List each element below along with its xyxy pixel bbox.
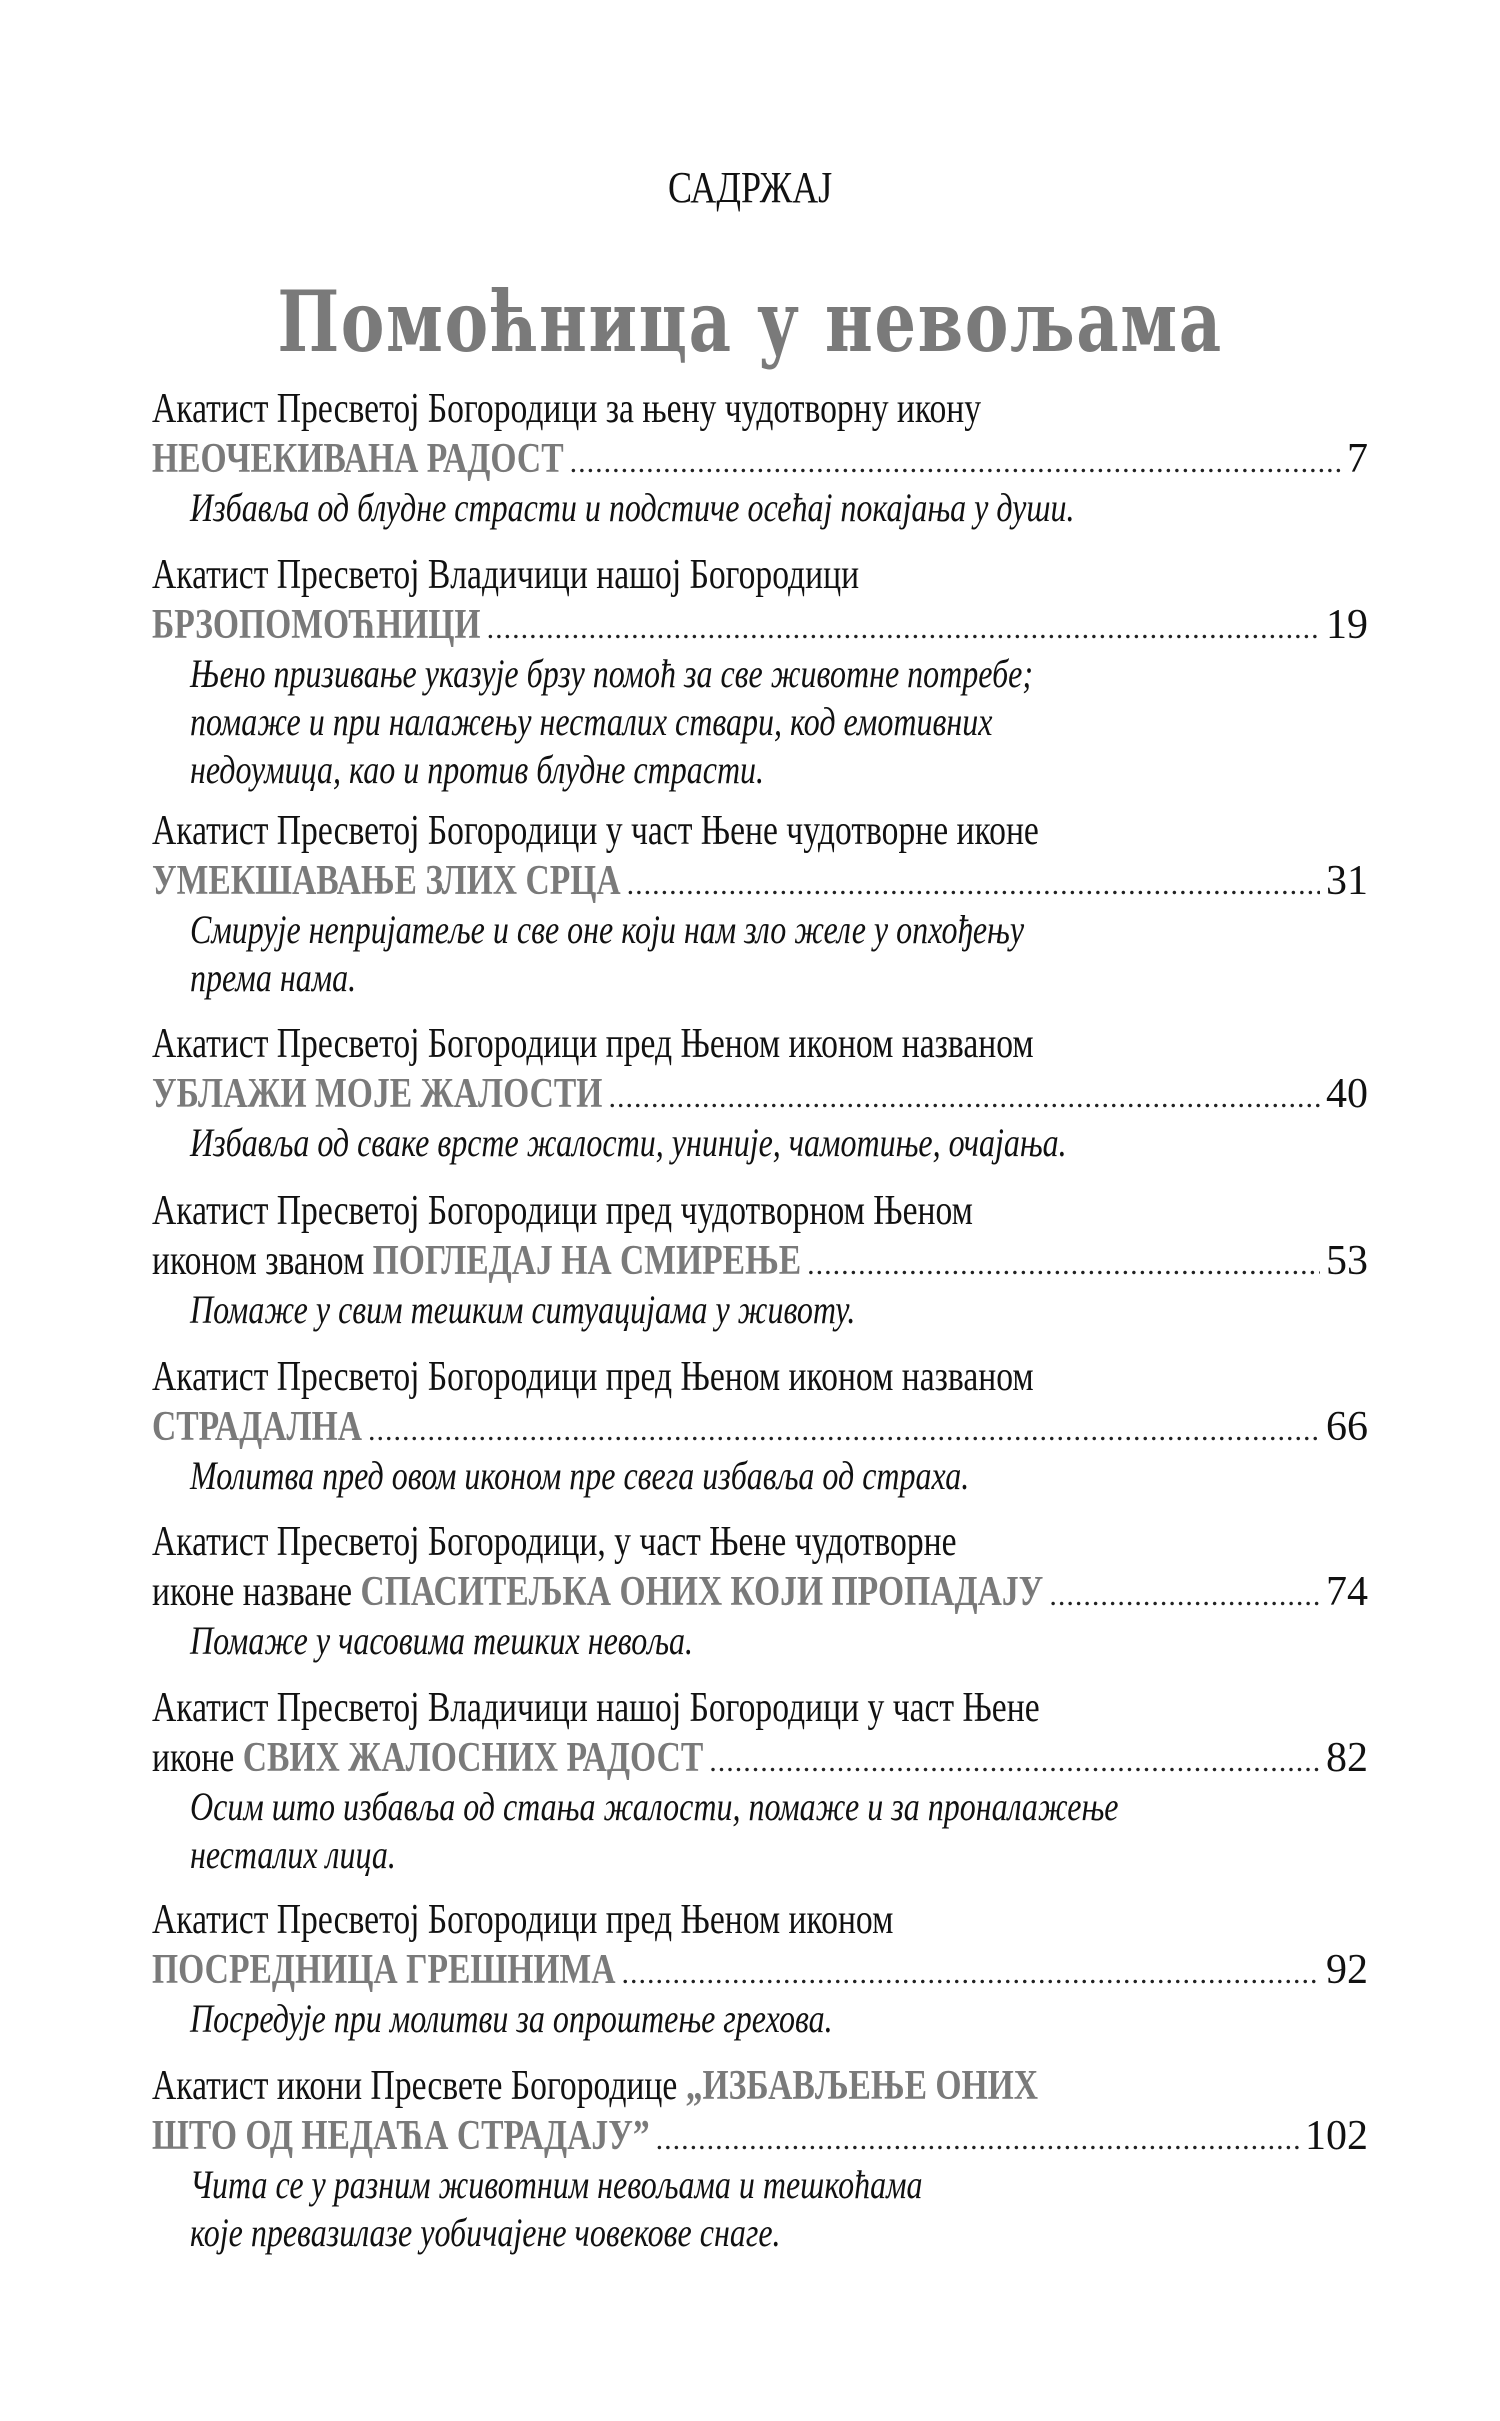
entry-title [152,1733,703,1783]
entry-intro [152,1683,1368,1733]
page-number: 40 [1326,1071,1368,1117]
page-number: 74 [1326,1569,1368,1615]
entry-intro [152,1019,1368,1069]
leader-dots [1049,1571,1320,1621]
entry-title-line [152,2111,1368,2161]
leader-dots [627,860,1320,910]
description-line: недоумица, као и против блудне страсти. [190,747,765,792]
page-number: 31 [1326,858,1368,904]
entry-title [152,1402,362,1452]
entry-title-line [152,856,1368,906]
toc-entry[interactable] [152,1683,1368,1879]
entry-intro [152,806,1368,856]
description-line: Избавља од сваке врсте жалости, униније, чамотиње, очајања. [190,1120,1067,1165]
entry-title-text: СТРАДАЛНА [152,1404,362,1450]
entry-title-line [152,1236,1368,1286]
entry-title-text: ПОСРЕДНИЦА ГРЕШНИМА [152,1947,616,1993]
entry-description [190,1617,1406,1665]
entry-title-line [152,1945,1368,1995]
entry-title-line [152,434,1368,484]
toc-entry[interactable] [152,806,1368,1002]
entry-title [152,1567,1043,1617]
entry-title-text: БРЗОПОМОЋНИЦИ [152,602,481,648]
entry-intro [152,384,1368,434]
entry-title [152,600,481,650]
entry-title [152,1069,602,1119]
page-number: 66 [1326,1404,1368,1450]
entry-description [190,1119,1406,1167]
description-line: Молитва пред овом иконом пре свега избавља од страха. [190,1453,970,1498]
entry-title-text: СПАСИТЕЉКА ОНИХ КОЈИ ПРОПАДАЈУ [360,1569,1044,1615]
entry-description [190,698,1406,746]
entry-description [190,954,1406,1002]
leader-dots [570,438,1341,488]
entry-description [190,2161,1406,2209]
entry-intro [152,1517,1368,1567]
description-line: Посредује при молитви за опроштење грехова. [190,1996,833,2041]
page-number: 92 [1326,1947,1368,1993]
entry-intro-text: Акатист Пресветој Владичици нашој Богородици у част Њене [152,1685,1040,1731]
entry-description [190,1783,1406,1831]
entry-intro [152,1186,1368,1236]
entry-intro-text: Акатист Пресветој Богородици у част Њене чудотворне иконе [152,808,1039,854]
description-line: Помаже у часовима тешких невоља. [190,1618,693,1663]
entry-description [190,484,1406,532]
page-label [0,158,1500,218]
entry-intro [152,1895,1368,1945]
description-line: помаже и при налажењу несталих ствари, код емотивних [190,699,993,744]
description-line: Помаже у свим тешким ситуацијама у животу. [190,1287,856,1332]
toc-entry[interactable] [152,1186,1368,1334]
entry-title [152,1945,616,1995]
entry-description [190,746,1406,794]
section-title [0,272,1500,374]
entry-title [152,2111,650,2161]
description-line: Чита се у разним животним невољама и тешкоћама [190,2162,923,2207]
entry-intro-text: Акатист Пресветој Богородици пред Њеном иконом [152,1897,894,1943]
entry-description [190,906,1406,954]
entry-title-text: НЕОЧЕКИВАНА РАДОСТ [152,436,564,482]
entry-description [190,1831,1406,1879]
leader-dots [487,604,1320,654]
entry-title-text: СВИХ ЖАЛОСНИХ РАДОСТ [242,1735,704,1781]
entry-title-text: ШТО ОД НЕДАЋА СТРАДАЈУ” [152,2113,650,2159]
entry-intro-text: Акатист Пресветој Богородици пред чудотворном Њеном [152,1188,973,1234]
toc-entry[interactable] [152,550,1368,794]
entry-title [152,1236,801,1286]
page-number: 102 [1305,2113,1368,2159]
toc-entry[interactable] [152,384,1368,532]
leader-dots [656,2115,1299,2165]
entry-intro [152,550,1368,600]
leader-dots [622,1949,1320,1999]
description-line: према нама. [190,955,357,1000]
entry-description [190,1452,1406,1500]
description-line: несталих лица. [190,1832,396,1877]
entry-title-prefix: иконом званом [152,1238,373,1284]
toc-entry[interactable] [152,1352,1368,1500]
page-label-text: САДРЖАЈ [667,163,833,212]
entry-description [190,2209,1406,2257]
entry-intro [152,2061,1368,2111]
entry-title-line [152,600,1368,650]
entry-intro-text: Акатист Пресветој Богородици пред Њеном иконом названом [152,1354,1034,1400]
entry-title-prefix: иконе назване [152,1569,361,1615]
description-line: које превазилазе уобичајене човекове снаге. [190,2210,781,2255]
entry-intro-text: Акатист Пресветој Богородици за њену чудотворну икону [152,386,982,432]
entry-title-text: УБЛАЖИ МОЈЕ ЖАЛОСТИ [152,1071,603,1117]
entry-title-line [152,1402,1368,1452]
entry-title [152,856,621,906]
toc-entry[interactable] [152,1895,1368,2043]
description-line: Њено призивање указује брзу помоћ за све животне потребе; [190,651,1034,696]
page-number: 53 [1326,1238,1368,1284]
entry-description [190,1286,1406,1334]
entry-intro-text: Акатист Пресветој Владичици нашој Богородици [152,552,860,598]
page-number: 82 [1326,1735,1368,1781]
entry-intro-text: Акатист Пресветој Богородици пред Њеном иконом названом [152,1021,1034,1067]
entry-title-text: УМЕКШАВАЊЕ ЗЛИХ СРЦА [152,858,621,904]
leader-dots [368,1406,1320,1456]
description-line: Осим што избавља од стања жалости, помаже и за проналажење [190,1784,1119,1829]
entry-intro-highlight: „ИЗБАВЉЕЊЕ ОНИХ [685,2063,1039,2109]
description-line: Смирује непријатеље и све оне који нам зло желе у опхођењу [190,907,1025,952]
entry-intro [152,1352,1368,1402]
leader-dots [807,1240,1320,1290]
toc-entry[interactable] [152,1517,1368,1665]
entry-description [190,1995,1406,2043]
leader-dots [709,1737,1320,1787]
entry-intro-text: Акатист икони Пресвете Богородице [152,2063,686,2109]
description-line: Избавља од блудне страсти и подстиче осећај покајања у души. [190,485,1075,530]
section-title-text: Помоћница у невољама [277,272,1223,371]
toc-entry[interactable] [152,2061,1368,2257]
entry-description [190,650,1406,698]
entry-title-text: ПОГЛЕДАЈ НА СМИРЕЊЕ [372,1238,802,1284]
page-number: 7 [1347,436,1368,482]
toc-entry[interactable] [152,1019,1368,1167]
entry-intro-text: Акатист Пресветој Богородици, у част Њене чудотворне [152,1519,957,1565]
page-number: 19 [1326,602,1368,648]
entry-title-line [152,1733,1368,1783]
entry-title-prefix: иконе [152,1735,243,1781]
leader-dots [608,1073,1320,1123]
entry-title-line [152,1567,1368,1617]
entry-title-line [152,1069,1368,1119]
entry-title [152,434,564,484]
